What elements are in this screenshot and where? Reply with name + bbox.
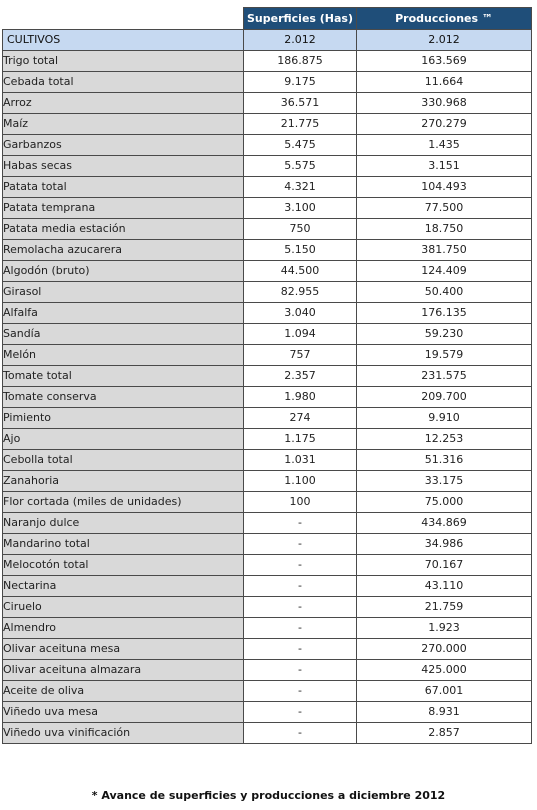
superficie-cell: 5.575	[244, 156, 357, 177]
table-row	[3, 387, 532, 408]
produccion-cell: 11.664	[357, 72, 532, 93]
superficie-cell: 5.150	[244, 240, 357, 261]
produccion-cell: 270.000	[357, 639, 532, 660]
produccion-cell: 104.493	[357, 177, 532, 198]
produccion-cell: 12.253	[357, 429, 532, 450]
subheader-year-superficies: 2.012	[244, 30, 357, 51]
crop-name-cell: Girasol	[3, 282, 244, 303]
produccion-cell: 2.857	[357, 723, 532, 744]
crop-name-cell: Ajo	[3, 429, 244, 450]
table-row	[3, 198, 532, 219]
produccion-cell: 209.700	[357, 387, 532, 408]
superficie-cell: 3.100	[244, 198, 357, 219]
crop-name-cell: Cebada total	[3, 72, 244, 93]
table-row	[3, 408, 532, 429]
produccion-cell: 163.569	[357, 51, 532, 72]
superficie-cell: 1.980	[244, 387, 357, 408]
table-row	[3, 639, 532, 660]
superficie-cell: 44.500	[244, 261, 357, 282]
crop-name-cell: Olivar aceituna mesa	[3, 639, 244, 660]
header-blank-cell	[3, 8, 244, 30]
crop-name-cell: Cebolla total	[3, 450, 244, 471]
crop-name-cell: Algodón (bruto)	[3, 261, 244, 282]
table-row	[3, 93, 532, 114]
crop-name-cell: Patata media estación	[3, 219, 244, 240]
produccion-cell: 51.316	[357, 450, 532, 471]
table-row	[3, 723, 532, 744]
superficie-cell: 5.475	[244, 135, 357, 156]
produccion-cell: 3.151	[357, 156, 532, 177]
superficie-cell: -	[244, 723, 357, 744]
crops-table	[2, 7, 532, 744]
superficie-cell: -	[244, 534, 357, 555]
produccion-cell: 9.910	[357, 408, 532, 429]
crop-name-cell: Flor cortada (miles de unidades)	[3, 492, 244, 513]
table-row	[3, 576, 532, 597]
produccion-cell: 425.000	[357, 660, 532, 681]
crop-name-cell: Ciruelo	[3, 597, 244, 618]
table-row	[3, 555, 532, 576]
table-row	[3, 534, 532, 555]
produccion-cell: 1.923	[357, 618, 532, 639]
crop-name-cell: Melón	[3, 345, 244, 366]
produccion-cell: 50.400	[357, 282, 532, 303]
table-row	[3, 51, 532, 72]
crop-name-cell: Almendro	[3, 618, 244, 639]
superficie-cell: 1.100	[244, 471, 357, 492]
header-producciones: Producciones ™	[357, 8, 532, 30]
table-row	[3, 303, 532, 324]
crop-name-cell: Remolacha azucarera	[3, 240, 244, 261]
crop-name-cell: Naranjo dulce	[3, 513, 244, 534]
produccion-cell: 67.001	[357, 681, 532, 702]
superficie-cell: 100	[244, 492, 357, 513]
crop-name-cell: Trigo total	[3, 51, 244, 72]
superficie-cell: 36.571	[244, 93, 357, 114]
superficie-cell: -	[244, 618, 357, 639]
table-row	[3, 702, 532, 723]
crop-name-cell: Aceite de oliva	[3, 681, 244, 702]
produccion-cell: 77.500	[357, 198, 532, 219]
crop-name-cell: Alfalfa	[3, 303, 244, 324]
superficie-cell: -	[244, 555, 357, 576]
superficie-cell: -	[244, 660, 357, 681]
produccion-cell: 330.968	[357, 93, 532, 114]
superficie-cell: 9.175	[244, 72, 357, 93]
produccion-cell: 434.869	[357, 513, 532, 534]
superficie-cell: 1.094	[244, 324, 357, 345]
crop-name-cell: Zanahoria	[3, 471, 244, 492]
superficie-cell: 1.031	[244, 450, 357, 471]
table-row	[3, 240, 532, 261]
table-row	[3, 492, 532, 513]
table-row	[3, 450, 532, 471]
table-row	[3, 282, 532, 303]
table-body	[3, 51, 532, 744]
superficie-cell: -	[244, 576, 357, 597]
superficie-cell: -	[244, 639, 357, 660]
table-row	[3, 135, 532, 156]
crop-name-cell: Sandía	[3, 324, 244, 345]
table-row	[3, 597, 532, 618]
crop-name-cell: Tomate conserva	[3, 387, 244, 408]
produccion-cell: 124.409	[357, 261, 532, 282]
produccion-cell: 1.435	[357, 135, 532, 156]
produccion-cell: 381.750	[357, 240, 532, 261]
crop-name-cell: Patata temprana	[3, 198, 244, 219]
footnote: * Avance de superficies y producciones a diciembre 2012	[91, 789, 446, 802]
produccion-cell: 270.279	[357, 114, 532, 135]
crop-name-cell: Arroz	[3, 93, 244, 114]
superficie-cell: 21.775	[244, 114, 357, 135]
crop-name-cell: Mandarino total	[3, 534, 244, 555]
produccion-cell: 75.000	[357, 492, 532, 513]
superficie-cell: 3.040	[244, 303, 357, 324]
crop-name-cell: Patata total	[3, 177, 244, 198]
table-row	[3, 72, 532, 93]
crop-name-cell: Tomate total	[3, 366, 244, 387]
crop-name-cell: Viñedo uva mesa	[3, 702, 244, 723]
table-row	[3, 156, 532, 177]
table-subheader-row	[3, 30, 532, 51]
superficie-cell: 82.955	[244, 282, 357, 303]
superficie-cell: -	[244, 702, 357, 723]
superficie-cell: -	[244, 681, 357, 702]
table-row	[3, 366, 532, 387]
produccion-cell: 8.931	[357, 702, 532, 723]
table-row	[3, 219, 532, 240]
table-row	[3, 471, 532, 492]
table-row	[3, 345, 532, 366]
produccion-cell: 33.175	[357, 471, 532, 492]
crop-name-cell: Melocotón total	[3, 555, 244, 576]
superficie-cell: 1.175	[244, 429, 357, 450]
table-row	[3, 513, 532, 534]
table-row	[3, 618, 532, 639]
subheader-cultivos: CULTIVOS	[3, 30, 244, 51]
crop-name-cell: Maíz	[3, 114, 244, 135]
table-row	[3, 114, 532, 135]
superficie-cell: 750	[244, 219, 357, 240]
crop-name-cell: Habas secas	[3, 156, 244, 177]
subheader-year-producciones: 2.012	[357, 30, 532, 51]
superficie-cell: -	[244, 597, 357, 618]
superficie-cell: 2.357	[244, 366, 357, 387]
produccion-cell: 21.759	[357, 597, 532, 618]
produccion-cell: 19.579	[357, 345, 532, 366]
table-row	[3, 324, 532, 345]
produccion-cell: 70.167	[357, 555, 532, 576]
superficie-cell: 757	[244, 345, 357, 366]
produccion-cell: 231.575	[357, 366, 532, 387]
superficie-cell: 186.875	[244, 51, 357, 72]
crop-name-cell: Garbanzos	[3, 135, 244, 156]
produccion-cell: 176.135	[357, 303, 532, 324]
table-row	[3, 177, 532, 198]
crop-name-cell: Nectarina	[3, 576, 244, 597]
crop-name-cell: Olivar aceituna almazara	[3, 660, 244, 681]
produccion-cell: 43.110	[357, 576, 532, 597]
produccion-cell: 18.750	[357, 219, 532, 240]
produccion-cell: 34.986	[357, 534, 532, 555]
superficie-cell: -	[244, 513, 357, 534]
superficie-cell: 274	[244, 408, 357, 429]
crop-name-cell: Viñedo uva vinificación	[3, 723, 244, 744]
table-row	[3, 429, 532, 450]
table-header-row	[3, 8, 532, 30]
table-row	[3, 681, 532, 702]
header-superficies: Superficies (Has)	[244, 8, 357, 30]
table-row	[3, 261, 532, 282]
table-row	[3, 660, 532, 681]
produccion-cell: 59.230	[357, 324, 532, 345]
superficie-cell: 4.321	[244, 177, 357, 198]
crop-name-cell: Pimiento	[3, 408, 244, 429]
